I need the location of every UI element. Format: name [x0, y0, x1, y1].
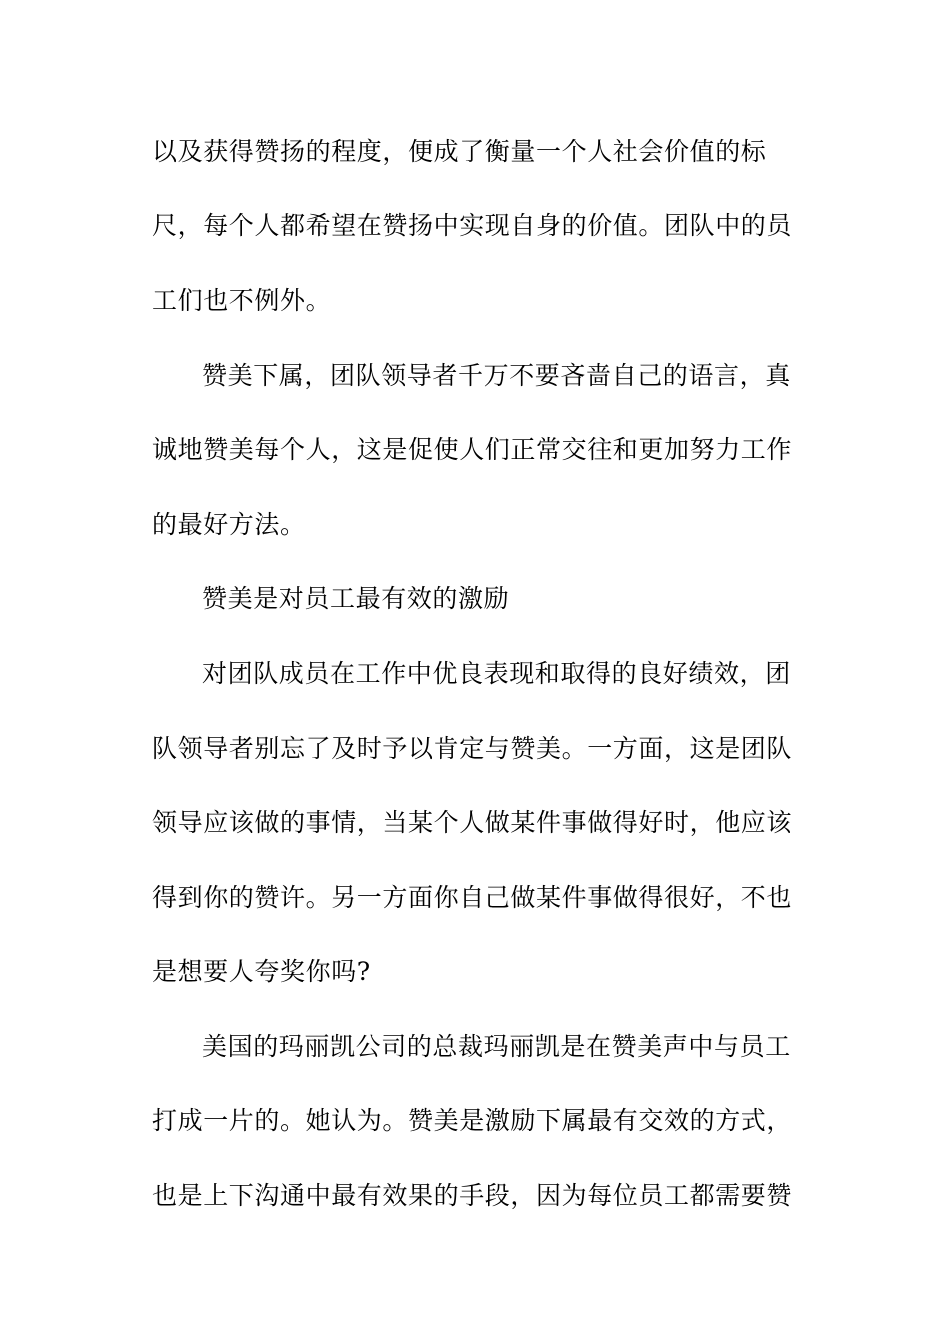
text-line: 打成一片的。她认为。赞美是激励下属最有交效的方式， [152, 1106, 793, 1135]
text-line: 是想要人夸奖你吗? [152, 957, 371, 986]
text-line: 队领导者别忘了及时予以肯定与赞美。一方面，这是团队 [152, 734, 793, 763]
section-heading: 赞美是对员工最有效的激励 [202, 584, 510, 613]
text-line: 诚地赞美每个人，这是促使人们正常交往和更加努力工作 [152, 435, 793, 464]
text-line: 尺，每个人都希望在赞扬中实现自身的价值。团队中的员 [152, 211, 793, 240]
text-line: 的最好方法。 [152, 510, 306, 539]
text-line: 也是上下沟通中最有效果的手段，因为每位员工都需要赞 [152, 1181, 793, 1210]
text-line: 得到你的赞许。另一方面你自己做某件事做得很好，不也 [152, 883, 793, 912]
text-line: 工们也不例外。 [152, 286, 332, 315]
text-line: 以及获得赞扬的程度，便成了衡量一个人社会价值的标 [152, 137, 767, 166]
text-line: 对团队成员在工作中优良表现和取得的良好绩效，团 [202, 659, 791, 688]
text-line: 赞美下属，团队领导者千万不要吝啬自己的语言，真 [202, 361, 791, 390]
text-line: 美国的玛丽凯公司的总裁玛丽凯是在赞美声中与员工 [202, 1032, 791, 1061]
text-line: 领导应该做的事情，当某个人做某件事做得好时，他应该 [152, 808, 793, 837]
